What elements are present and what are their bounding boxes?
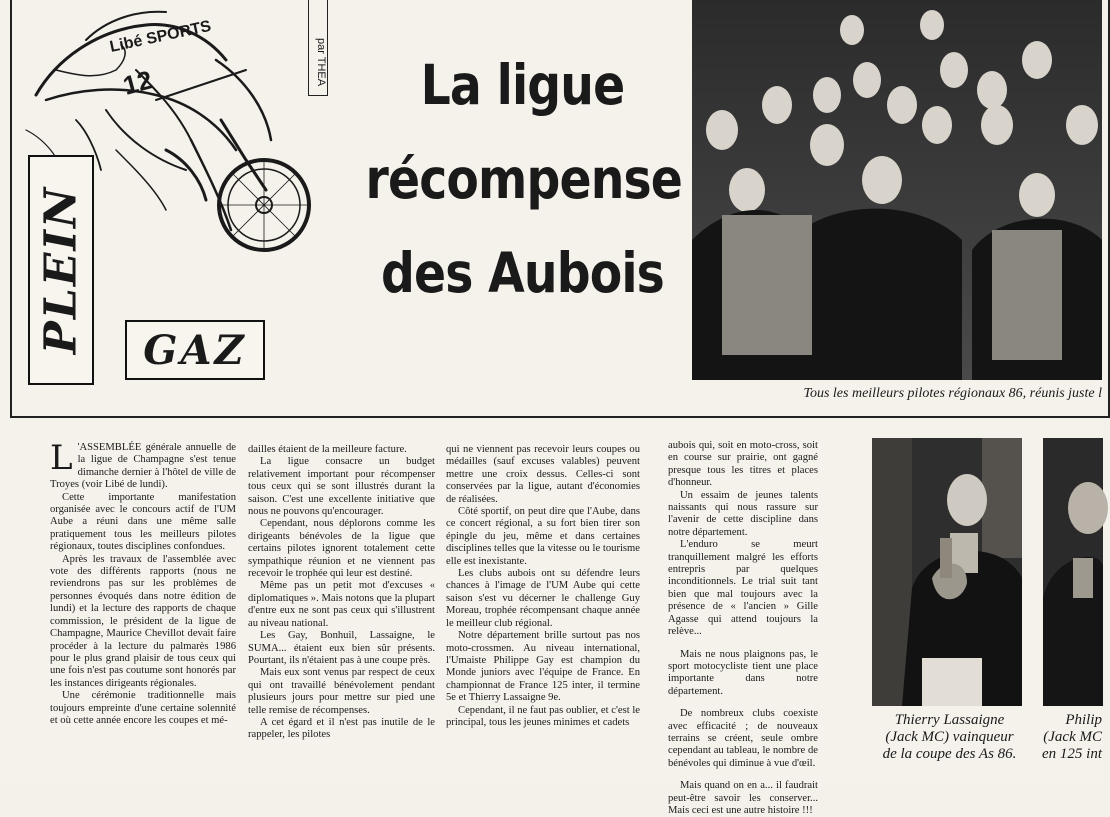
sketch-logo-text: Libé SPORTS (108, 17, 213, 56)
svg-text:12: 12 (119, 64, 156, 101)
group-photo (692, 0, 1102, 380)
paragraph: Cependant, il ne faut pas oublier, et c'est le principal, tous les jeunes minimes et cadets (446, 704, 640, 728)
paragraph: Côté sportif, on peut dire que l'Aube, dans ce concert régional, a su fort bien tirer son épingle du jeu, même et dans certaines disciplines telles que la vitesse ou le tourisme elle est inexistante. (446, 506, 640, 567)
paragraph: L'enduro se meurt tranquillement malgré les efforts entrepris par quelques inconditionnels. Le trial suit tant bien que mal toujours avec la présence de « l'ancien » Gille Agasse qui attend toujours la relève... (668, 539, 818, 638)
portrait-photo-thierry-lassaigne (872, 438, 1022, 706)
article-column-4 (668, 440, 818, 816)
paragraph: A cet égard et il n'est pas inutile de le rappeler, les pilotes (248, 716, 435, 741)
paragraph: Les Gay, Bonhuil, Lassaigne, le SUMA... étaient eux bien sûr présents. Pourtant, ils n'étaient pas à une coupe près. (248, 630, 435, 666)
paragraph: aubois qui, soit en moto-cross, soit en course sur prairie, ont gagné presque tous les titres et places d'honneur. (668, 440, 818, 489)
paragraph: Cette importante manifestation organisée avec le concours actif de l'UM Aube a réuni dans une même salle pratiquement tous les meilleurs pilotes régionaux, toutes disciplines confondues. (50, 491, 236, 553)
byline: par THEA (315, 38, 327, 87)
article-column-2 (248, 444, 435, 787)
paragraph: Notre département brille surtout pas nos moto-crossmen. Au niveau international, l'Umaiste Philippe Gay est champion du Monde juniors avec l'équipe de France. En championnat de France 125 inter, il termine 5e et Thierry Lassaigne 9e. (446, 630, 640, 704)
paragraph: Une cérémonie traditionnelle mais toujours empreinte d'une certaine solennité et où cette année encore les coupes et mé- (50, 690, 236, 726)
column-name-plein: PLEIN (35, 185, 87, 355)
paragraph: Mais ne nous plaignons pas, le sport motocycliste tient une place importante dans notre département. (668, 648, 818, 697)
paragraph: Mais eux sont venus par respect de ceux qui ont travaillé bénévolement pendant plusieurs jours pour mettre sur pied une telle remise de récompenses. (248, 667, 435, 716)
headline-line-3: des Aubois (381, 241, 664, 305)
paragraph: Cependant, nous déplorons comme les dirigeants bénévoles de la ligue que certains pilotes ignorent totalement cette sympathique réunion et ne viennent pas recevoir le trophée qui leur est destiné. (248, 518, 435, 580)
paragraph: Même pas un petit mot d'excuses « diplomatiques ». Mais notons que la plupart d'entre eux ne sont pas ceux qui s'illustrent au niveau national. (248, 580, 435, 629)
paragraph: L 'ASSEMBLÉE générale annuelle de la ligue de Champagne s'est tenue dimanche dernier à l'hôtel de ville de Troyes (voir Libé de lundi). (50, 438, 236, 491)
column-name-gaz: GAZ (143, 326, 247, 374)
portrait-caption-b: Philip (Jack MC en 125 int (1042, 712, 1102, 762)
paragraph: qui ne viennent pas recevoir leurs coupes ou médailles (sauf excuses valables) peuvent mettre une croix dessus. Celles-ci sont conservées par la ligue, autant d'économies de réalisées. (446, 444, 640, 505)
paragraph: dailles étaient de la meilleure facture. (248, 444, 407, 455)
headline-line-1: La ligue (420, 53, 625, 117)
group-photo-caption: Tous les meilleurs pilotes régionaux 86, réunis juste l (803, 386, 1102, 401)
column-name-plein-box (28, 155, 94, 385)
paragraph: La ligue consacre un budget relativement important pour récompenser tous ceux qui se sont illustrés durant la saison. C'est une excellente initiative que nous ne pouvons qu'encourager. (248, 456, 435, 518)
paragraph: Après les travaux de l'assemblée avec vote des différents rapports (nous ne reviendrons pas sur les problèmes de personnes évoqués dans notre édition de lundi) et la lecture des rapports de chaque commission, le président de la ligue de Champagne, Maurice Chevillot devait faire procéder à la lecture du palmarès 1986 pour le plus grand plaisir de tous ceux qui une fois n'est pas coutume sont honorés par les instances dirigeants régionales. (50, 553, 236, 689)
column-name-gaz-box (125, 320, 265, 380)
byline-box (308, 0, 328, 96)
paragraph: Un essaim de jeunes talents naissants qui nous rassure sur l'avenir de cette discipline dans notre département. (668, 489, 818, 538)
paragraph: Mais quand on en a... il faudrait peut-être savoir les conserver... Mais ceci est une autre histoire !!! (668, 780, 818, 816)
paragraph: De nombreux clubs coexiste avec efficacité ; de nouveaux terrains se créent, seule ombre cependant au tableau, le nombre de bénévoles qui diminue à vue d'œil. (668, 708, 818, 769)
portrait-photo-philippe (1043, 438, 1103, 706)
headline (365, 38, 683, 320)
article-column-1 (50, 438, 236, 785)
article-column-3 (446, 444, 640, 787)
drop-cap: L (50, 438, 73, 478)
headline-line-2: récompense (365, 147, 683, 211)
portrait-caption-a: Thierry Lassaigne (Jack MC) vainqueur de la coupe des As 86. (882, 712, 1017, 762)
paragraph: Les clubs aubois ont su défendre leurs chances à l'image de l'UM Aube qui cette saison s'est vu décerner le challenge Guy Moreau, trophée récompensant chaque année le meilleur club régional. (446, 568, 640, 629)
